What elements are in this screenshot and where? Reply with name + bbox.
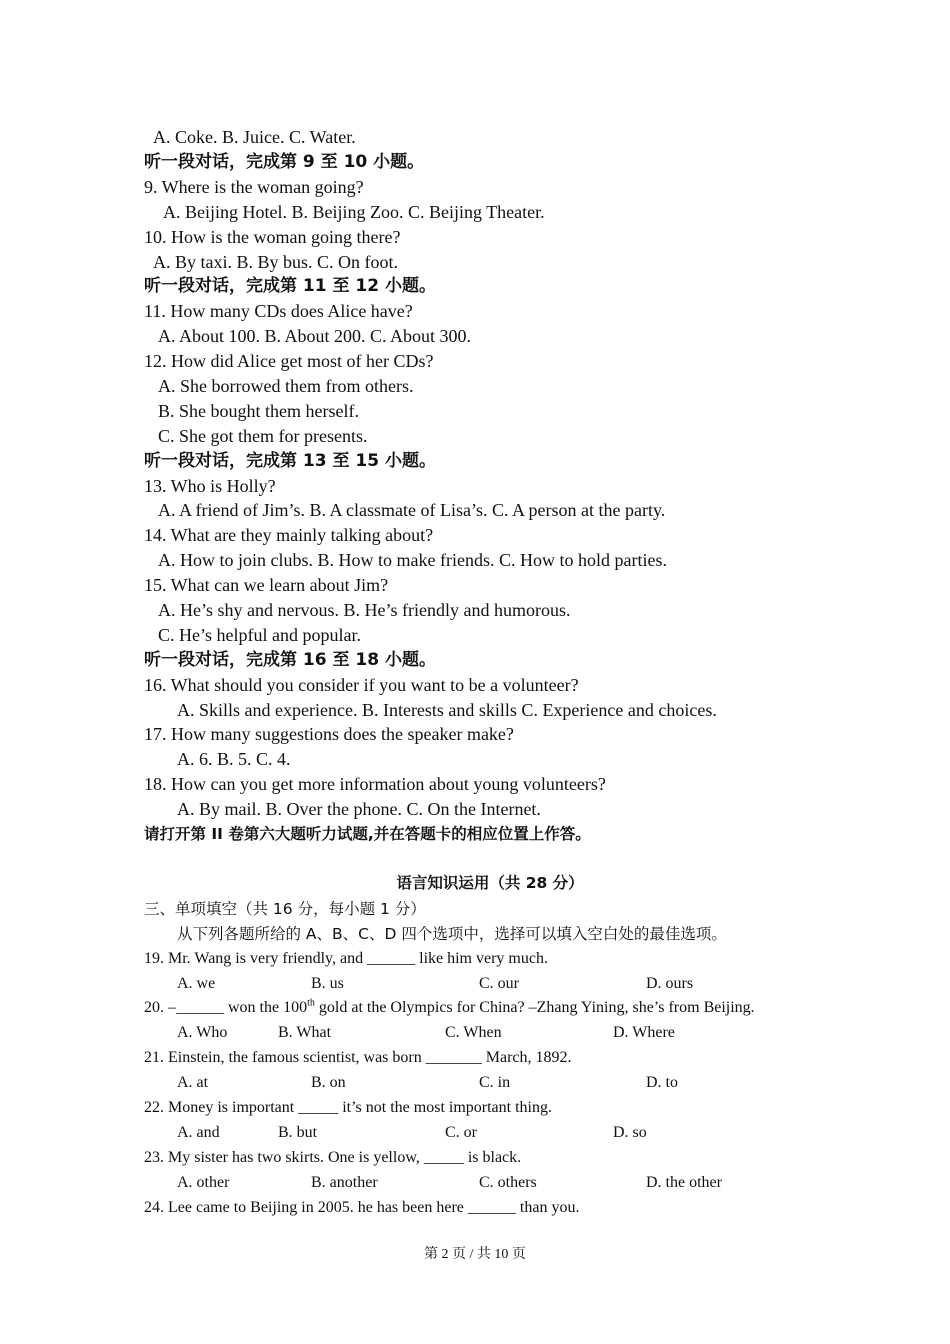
question-15: 15. What can we learn about Jim? bbox=[144, 575, 389, 595]
q23-option-d: D. the other bbox=[646, 1174, 722, 1191]
question-20 bbox=[144, 997, 755, 1019]
q19-option-a: A. we bbox=[177, 975, 216, 992]
q19-option-b: B. us bbox=[311, 975, 344, 992]
q14-options: A. How to join clubs. B. How to make friends. C. How to hold parties. bbox=[158, 550, 667, 570]
q12-option-c: C. She got them for presents. bbox=[158, 426, 368, 446]
q8-options: A. Coke. B. Juice. C. Water. bbox=[153, 127, 356, 147]
q20-option-b: B. What bbox=[278, 1024, 332, 1041]
question-23: 23. My sister has two skirts. One is yellow, _____ is black. bbox=[144, 1149, 522, 1166]
question-16: 16. What should you consider if you want to be a volunteer? bbox=[144, 675, 579, 695]
q15-options-ab: A. He’s shy and nervous. B. He’s friendly and humorous. bbox=[158, 600, 571, 620]
question-19: 19. Mr. Wang is very friendly, and ______ like him very much. bbox=[144, 950, 548, 967]
q19-option-d: D. ours bbox=[646, 975, 694, 992]
question-13: 13. Who is Holly? bbox=[144, 476, 276, 496]
question-10: 10. How is the woman going there? bbox=[144, 227, 401, 247]
question-9: 9. Where is the woman going? bbox=[144, 177, 364, 197]
q21-option-a: A. at bbox=[177, 1074, 209, 1091]
question-24: 24. Lee came to Beijing in 2005. he has been here ______ than you. bbox=[144, 1199, 580, 1216]
section-subtitle: 三、单项填空（共 16 分，每小题 1 分） bbox=[144, 900, 426, 918]
q12-option-a: A. She borrowed them from others. bbox=[158, 376, 414, 396]
q15-option-c: C. He’s helpful and popular. bbox=[158, 625, 361, 645]
question-18: 18. How can you get more information about young volunteers? bbox=[144, 774, 606, 794]
section-heading-9-10: 听一段对话，完成第 9 至 10 小题。 bbox=[144, 152, 425, 172]
question-12: 12. How did Alice get most of her CDs? bbox=[144, 351, 434, 371]
listening-note: 请打开第 II 卷第六大题听力试题,并在答题卡的相应位置上作答。 bbox=[144, 825, 591, 843]
q23-option-a: A. other bbox=[177, 1174, 230, 1191]
q20-text-pre: 20. –______ won the 100 bbox=[144, 999, 308, 1016]
q13-options: A. A friend of Jim’s. B. A classmate of Lisa’s. C. A person at the party. bbox=[158, 500, 666, 520]
q20-option-c: C. When bbox=[445, 1024, 502, 1041]
question-22: 22. Money is important _____ it’s not the most important thing. bbox=[144, 1099, 552, 1116]
section-instruction: 从下列各题所给的 A、B、C、D 四个选项中，选择可以填入空白处的最佳选项。 bbox=[177, 925, 727, 943]
q21-option-b: B. on bbox=[311, 1074, 346, 1091]
q21-option-d: D. to bbox=[646, 1074, 678, 1091]
q23-option-b: B. another bbox=[311, 1174, 378, 1191]
question-11: 11. How many CDs does Alice have? bbox=[144, 301, 413, 321]
page-footer: 第 2 页 / 共 10 页 bbox=[424, 1247, 526, 1262]
q20-option-a: A. Who bbox=[177, 1024, 228, 1041]
q18-options: A. By mail. B. Over the phone. C. On the Internet. bbox=[177, 799, 541, 819]
q16-options: A. Skills and experience. B. Interests and skills C. Experience and choices. bbox=[177, 700, 717, 720]
section-heading-11-12: 听一段对话，完成第 11 至 12 小题。 bbox=[144, 276, 436, 296]
q19-option-c: C. our bbox=[479, 975, 519, 992]
q10-options: A. By taxi. B. By bus. C. On foot. bbox=[153, 252, 399, 272]
q20-option-d: D. Where bbox=[613, 1024, 675, 1041]
q21-option-c: C. in bbox=[479, 1074, 511, 1091]
question-14: 14. What are they mainly talking about? bbox=[144, 525, 434, 545]
q12-option-b: B. She bought them herself. bbox=[158, 401, 359, 421]
question-21: 21. Einstein, the famous scientist, was born _______ March, 1892. bbox=[144, 1049, 572, 1066]
q23-option-c: C. others bbox=[479, 1174, 537, 1191]
q22-option-d: D. so bbox=[613, 1124, 647, 1141]
q20-text-post: gold at the Olympics for China? –Zhang Yining, she’s from Beijing. bbox=[314, 999, 755, 1016]
q17-options: A. 6. B. 5. C. 4. bbox=[177, 749, 291, 769]
q20-superscript: th bbox=[307, 997, 315, 1009]
section-title: 语言知识运用（共 28 分） bbox=[396, 874, 584, 892]
q9-options: A. Beijing Hotel. B. Beijing Zoo. C. Beijing Theater. bbox=[163, 202, 545, 222]
section-heading-13-15: 听一段对话，完成第 13 至 15 小题。 bbox=[144, 451, 436, 471]
q22-option-c: C. or bbox=[445, 1124, 477, 1141]
q11-options: A. About 100. B. About 200. C. About 300. bbox=[158, 326, 472, 346]
question-17: 17. How many suggestions does the speaker make? bbox=[144, 724, 514, 744]
q22-option-b: B. but bbox=[278, 1124, 318, 1141]
section-heading-16-18: 听一段对话，完成第 16 至 18 小题。 bbox=[144, 650, 436, 670]
q22-option-a: A. and bbox=[177, 1124, 220, 1141]
